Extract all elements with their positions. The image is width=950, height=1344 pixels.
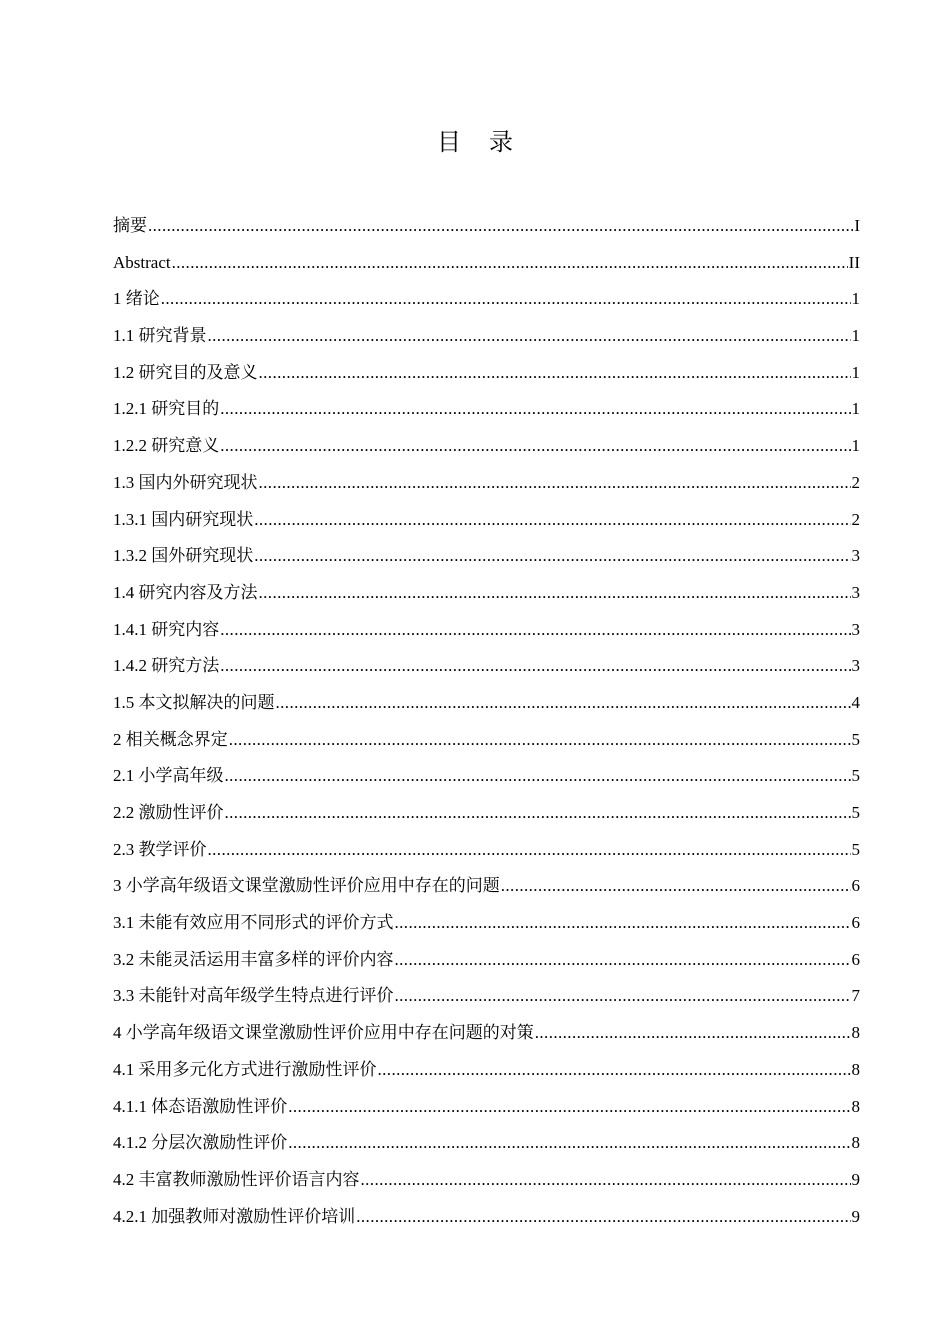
toc-entry[interactable] [113,648,860,685]
toc-entry-label: 1.2 研究目的及意义 [113,362,258,382]
toc-entry-label: 1.4.2 研究方法 [113,656,220,676]
toc-entry-label: 1.2.2 研究意义 [113,436,220,456]
toc-entry-page: 8 [851,1096,860,1116]
dot-leader [220,648,850,685]
toc-entry-label: 1.4 研究内容及方法 [113,582,258,602]
toc-entry-page: 7 [851,986,860,1006]
toc-entry-label: 摘要 [113,216,147,235]
toc-entry[interactable] [113,1089,860,1126]
dot-leader [378,1052,851,1089]
toc-entry-label: 1.1 研究背景 [113,326,207,346]
toc-entry[interactable] [113,795,860,832]
dot-leader [254,502,850,539]
dot-leader [225,795,851,832]
toc-entry[interactable] [113,355,860,392]
toc-entry-page: 1 [851,326,860,346]
toc-entry-label: 1.3.2 国外研究现状 [113,546,254,566]
toc-entry-label: 1 绪论 [113,289,160,309]
dot-leader [172,245,848,282]
toc-entry-label: 1.2.1 研究目的 [113,399,220,419]
toc-entry-page: 6 [851,876,860,896]
toc-entry-label: 2.2 激励性评价 [113,803,224,822]
toc-entry-label: 3 小学高年级语文课堂激励性评价应用中存在的问题 [113,876,500,896]
toc-entry-page: 1 [851,399,860,419]
toc-entry-page: 3 [851,656,860,676]
toc-entry-page: 1 [851,289,860,309]
toc-entry-page: 3 [851,546,860,566]
toc-entry[interactable] [113,502,860,539]
dot-leader [276,685,851,722]
dot-leader [356,1199,850,1236]
dot-leader [501,868,851,905]
toc-entry-page: 6 [851,913,860,933]
dot-leader [220,428,850,465]
dot-leader [254,538,850,575]
toc-entry-label: 1.3 国内外研究现状 [113,472,258,492]
toc-entry-label: 3.1 未能有效应用不同形式的评价方式 [113,913,394,933]
dot-leader [361,1162,851,1199]
toc-entry-label: 4.2.1 加强教师对激励性评价培训 [113,1206,356,1226]
dot-leader [395,942,851,979]
toc-entry[interactable] [113,318,860,355]
toc-entry-label: 4.1 采用多元化方式进行激励性评价 [113,1059,377,1079]
toc-entry-label: 4.1.1 体态语激励性评价 [113,1096,288,1116]
toc-entry-page: 5 [851,839,860,859]
dot-leader [288,1089,850,1126]
toc-entry-label: 3.2 未能灵活运用丰富多样的评价内容 [113,949,394,969]
dot-leader [395,978,851,1015]
toc-entry-page: 4 [851,692,860,712]
toc-entry-label: 1.3.1 国内研究现状 [113,509,254,529]
title-char: 录 [489,128,513,156]
toc-entry-label: 3.3 未能针对高年级学生特点进行评价 [113,986,394,1006]
toc-entry-page: 5 [851,729,860,749]
toc-entry-label: 4 小学高年级语文课堂激励性评价应用中存在问题的对策 [113,1023,534,1043]
toc-entry[interactable] [113,685,860,722]
dot-leader [395,905,851,942]
toc-entry[interactable] [113,245,860,282]
toc-entry[interactable] [113,428,860,465]
toc-entry[interactable] [113,465,860,502]
toc-entry-page: 3 [851,619,860,639]
toc-entry[interactable] [113,1052,860,1089]
toc-entry-page: 8 [851,1059,860,1079]
page-title [0,122,950,157]
toc-entry-page: 9 [851,1206,860,1226]
toc-entry-page: 3 [851,582,860,602]
dot-leader [208,318,851,355]
dot-leader [225,758,851,795]
toc-entry[interactable] [113,1199,860,1236]
toc-entry-page: 2 [851,509,860,529]
table-of-contents [113,208,860,1235]
toc-entry[interactable] [113,832,860,869]
toc-entry[interactable] [113,1162,860,1199]
dot-leader [259,355,851,392]
toc-entry[interactable] [113,208,860,245]
toc-entry-page: I [854,216,860,235]
toc-entry-page: 5 [851,766,860,786]
toc-entry-label: 4.2 丰富教师激励性评价语言内容 [113,1169,360,1189]
dot-leader [288,1125,850,1162]
toc-entry-label: 1.4.1 研究内容 [113,619,220,639]
toc-entry[interactable] [113,281,860,318]
toc-entry-page: 6 [851,949,860,969]
toc-entry-page: II [848,252,860,272]
toc-entry[interactable] [113,612,860,649]
dot-leader [220,391,850,428]
dot-leader [220,612,850,649]
toc-entry[interactable] [113,391,860,428]
toc-entry-page: 2 [851,472,860,492]
toc-entry-page: 8 [851,1023,860,1043]
toc-entry[interactable] [113,978,860,1015]
dot-leader [259,465,851,502]
toc-entry[interactable] [113,575,860,612]
dot-leader [229,722,851,759]
dot-leader [161,281,851,318]
dot-leader [148,208,853,245]
toc-entry[interactable] [113,1015,860,1052]
toc-entry-label: 4.1.2 分层次激励性评价 [113,1133,288,1153]
toc-entry[interactable] [113,905,860,942]
toc-entry-label: 2 相关概念界定 [113,729,228,749]
toc-entry-label: Abstract [113,252,171,272]
toc-entry[interactable] [113,1125,860,1162]
dot-leader [535,1015,851,1052]
toc-entry-page: 5 [851,803,860,822]
title-char: 目 [437,128,461,156]
toc-entry[interactable] [113,868,860,905]
toc-entry-page: 1 [851,362,860,382]
toc-entry[interactable] [113,538,860,575]
toc-entry[interactable] [113,942,860,979]
toc-entry-label: 1.5 本文拟解决的问题 [113,692,275,712]
toc-entry-label: 2.1 小学高年级 [113,766,224,786]
toc-entry-page: 1 [851,436,860,456]
toc-entry[interactable] [113,758,860,795]
toc-entry[interactable] [113,722,860,759]
toc-entry-page: 9 [851,1169,860,1189]
toc-entry-page: 8 [851,1133,860,1153]
dot-leader [259,575,851,612]
toc-entry-label: 2.3 教学评价 [113,839,207,859]
dot-leader [208,832,851,869]
